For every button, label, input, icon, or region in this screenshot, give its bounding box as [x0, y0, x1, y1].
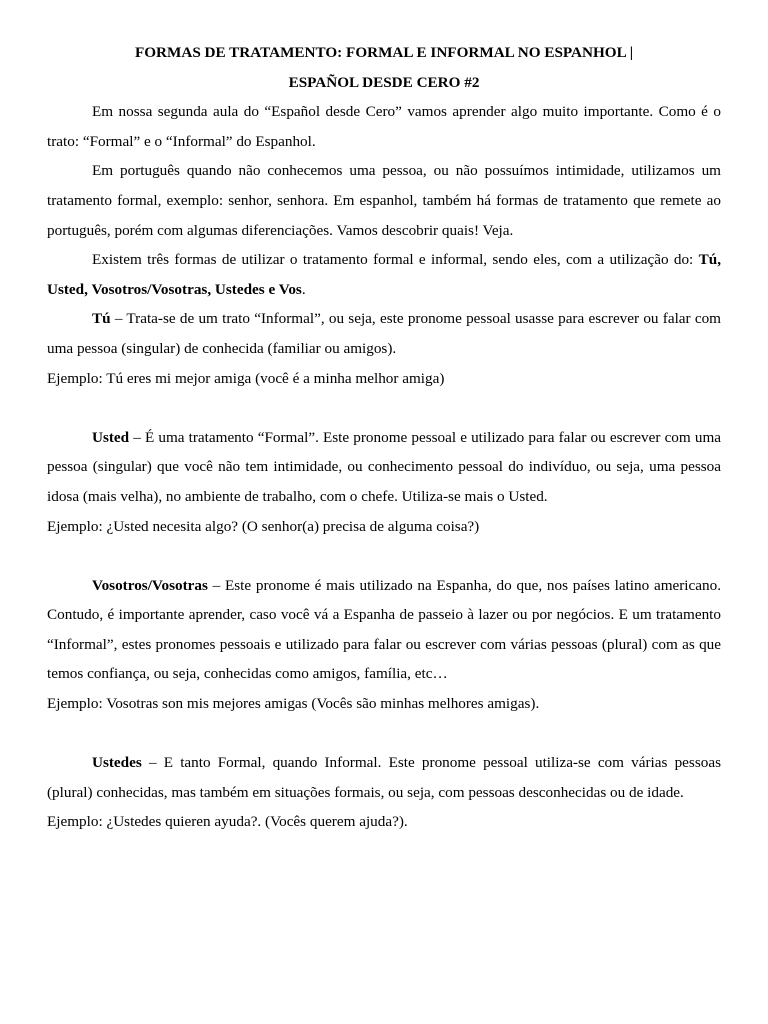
section-ustedes-text: – E tanto Formal, quando Informal. Este pronome pessoal utiliza-se com várias pessoas (plural) conhecidas, mas também em situações formais, ou seja, com pessoas desconhecidas ou de idade.: [47, 754, 721, 801]
section-ustedes: [47, 748, 721, 807]
intro-paragraph-3-end: .: [301, 280, 306, 298]
term-ustedes: Ustedes: [92, 754, 142, 772]
section-usted: [47, 423, 721, 512]
section-usted-text: – É uma tratamento “Formal”. Este pronome pessoal e utilizado para falar ou escrever com uma pessoa (singular) que você não tem intimidade, ou conhecimento pessoal do indivíduo, ou seja, uma pessoa idosa (mais velha), no ambiente de trabalho, com o chefe. Utiliza-se mais o Usted.: [47, 428, 721, 505]
intro-paragraph-2: Em português quando não conhecemos uma pessoa, ou não possuímos intimidade, utilizamos um tratamento formal, exemplo: senhor, senhora. Em espanhol, também há formas de tratamento que remete ao português, porém com algumas diferenciações. Vamos descobrir quais! Veja.: [47, 162, 721, 239]
example-vosotros: Ejemplo: Vosotras son mis mejores amigas (Vocês são minhas melhores amigas).: [47, 695, 540, 713]
example-tu: Ejemplo: Tú eres mi mejor amiga (você é a minha melhor amiga): [47, 369, 445, 387]
term-tu: Tú: [92, 310, 111, 328]
section-vosotros-text: – Este pronome é mais utilizado na Espanha, do que, nos países latino americano. Contudo, é importante aprender, caso você vá a Espanha de passeio à lazer ou por negócios. E um tratamento “Informal”, estes pronomes pessoais e utilizado para falar ou escrever com várias pessoas (plural) com as que temos confiança, ou seja, conhecidas como amigos, família, etc…: [47, 576, 721, 683]
document-title: [47, 38, 721, 97]
example-ustedes: Ejemplo: ¿Ustedes quieren ayuda?. (Vocês querem ajuda?).: [47, 813, 408, 831]
title-line-2: ESPAÑOL DESDE CERO #2: [288, 73, 480, 91]
term-usted: Usted: [92, 428, 130, 446]
section-tu: [47, 304, 721, 363]
intro-paragraph-3: [47, 245, 721, 304]
intro-paragraph-1: Em nossa segunda aula do “Español desde Cero” vamos aprender algo muito importante. Como é o trato: “Formal” e o “Informal” do Espanhol.: [47, 103, 721, 150]
pronoun-list: Tú, Usted, Vosotros/Vosotras, Ustedes e Vos: [47, 251, 721, 298]
title-line-1: FORMAS DE TRATAMENTO: FORMAL E INFORMAL NO ESPANHOL |: [134, 44, 634, 61]
section-vosotros: [47, 571, 721, 689]
example-usted: Ejemplo: ¿Usted necesita algo? (O senhor(a) precisa de alguma coisa?): [47, 517, 480, 535]
term-vosotros: Vosotros/Vosotras: [92, 576, 208, 594]
intro-paragraph-3-text: Existem três formas de utilizar o tratamento formal e informal, sendo eles, com a utilização do:: [92, 251, 699, 269]
section-tu-text: – Trata-se de um trato “Informal”, ou seja, este pronome pessoal usasse para escrever ou falar com uma pessoa (singular) de conhecida (familiar ou amigos).: [47, 310, 721, 357]
